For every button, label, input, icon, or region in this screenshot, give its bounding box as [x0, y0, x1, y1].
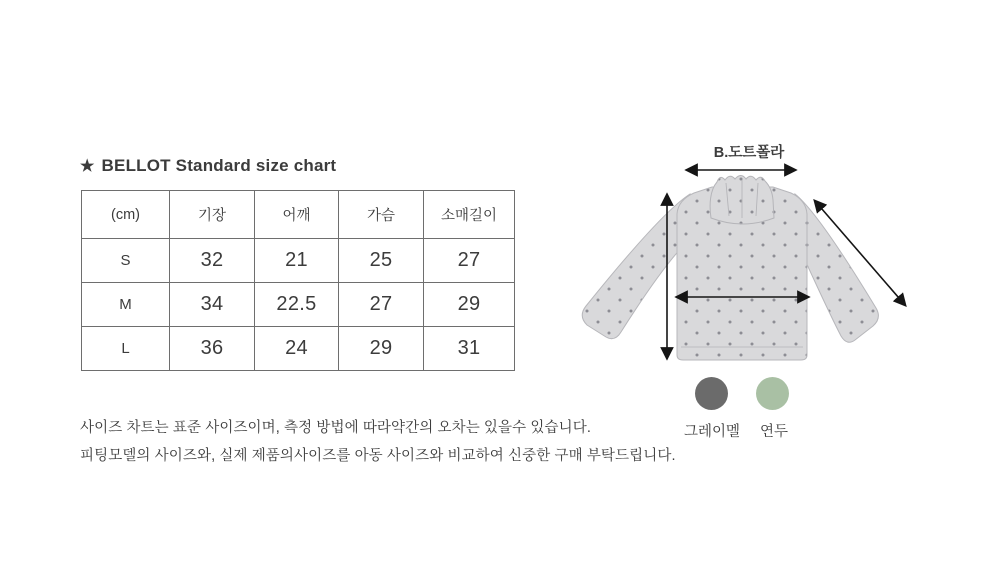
- measurement: 36: [170, 327, 255, 371]
- measurement: 27: [339, 283, 424, 327]
- size-guide-note-line2: 피팅모델의 사이즈와, 실제 제품의사이즈를 아동 사이즈와 비교하여 신중한 구매 부탁드립니다.: [80, 448, 676, 464]
- size-label: S: [82, 239, 170, 283]
- table-row-size-l: [82, 327, 515, 371]
- size-guide-notes: [80, 414, 676, 470]
- product-name-label: B.도트폴라: [713, 145, 785, 161]
- shirt-left-sleeve: [582, 194, 690, 339]
- measurement: 25: [339, 239, 424, 283]
- size-label: M: [82, 283, 170, 327]
- measurement: 27: [424, 239, 515, 283]
- size-guide-note-line1: 사이즈 차트는 표준 사이즈이며, 측정 방법에 따라약간의 오차는 있을수 있습니다.: [80, 420, 591, 436]
- size-label: L: [82, 327, 170, 371]
- size-chart-header-row: [82, 191, 515, 239]
- shirt-right-sleeve: [795, 194, 878, 342]
- size-chart-column-sleeve: 소매길이: [424, 191, 515, 239]
- measurement: 29: [424, 283, 515, 327]
- table-row-size-m: [82, 283, 515, 327]
- table-row-size-s: [82, 239, 515, 283]
- measurement: 31: [424, 327, 515, 371]
- size-chart-column-length: 기장: [170, 191, 255, 239]
- size-chart-unit-header: (cm): [82, 191, 170, 239]
- measurement: 22.5: [255, 283, 339, 327]
- star-icon: ★: [80, 158, 95, 175]
- measurement: 29: [339, 327, 424, 371]
- color-swatch-yeondu: [756, 377, 789, 410]
- color-swatch-graymel: [695, 377, 728, 410]
- color-name-yeondu: 연두: [759, 424, 789, 440]
- measurement: 21: [255, 239, 339, 283]
- page-title: [80, 156, 336, 176]
- measurement: 24: [255, 327, 339, 371]
- size-chart-table: [81, 190, 515, 371]
- color-name-graymel: 그레이멜: [683, 424, 741, 440]
- page-title-text: BELLOT Standard size chart: [101, 156, 337, 175]
- product-shirt-image: [560, 130, 940, 380]
- size-chart-column-shoulder: 어깨: [255, 191, 339, 239]
- measurement: 34: [170, 283, 255, 327]
- size-chart-column-chest: 가슴: [339, 191, 424, 239]
- measurement: 32: [170, 239, 255, 283]
